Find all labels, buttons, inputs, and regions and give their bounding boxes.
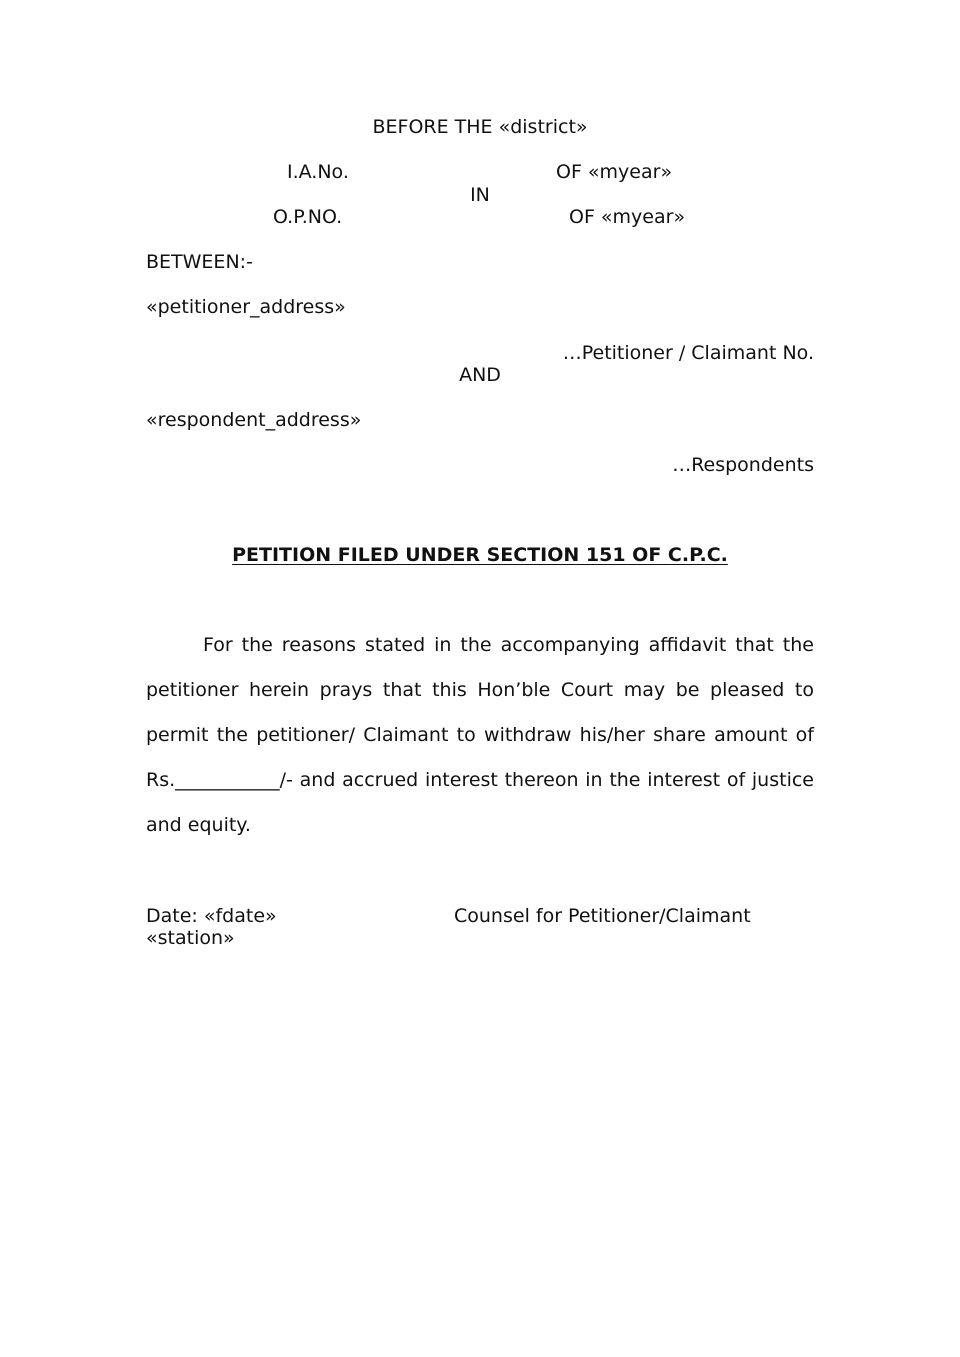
date-line: Date: «fdate» [146,905,277,927]
respondent-role: …Respondents [672,454,814,476]
station-line: «station» [146,927,235,949]
petition-body-text: For the reasons stated in the accompanying affidavit that the petitioner herein prays that this Hon’ble Court may be pleased to permit the petitioner/ Claimant to withdraw his/her share amount of Rs.___________/- and accrued interest thereon in the interest of justice and equity. [146,634,814,836]
op-year: OF «myear» [569,206,686,228]
court-heading: BEFORE THE «district» [372,116,588,138]
op-number-label: O.P.NO. [273,206,343,228]
in-label: IN [470,184,490,206]
respondent-address: «respondent_address» [146,409,362,431]
and-label: AND [459,364,501,386]
petition-title: PETITION FILED UNDER SECTION 151 OF C.P.C. [232,544,728,566]
ia-year: OF «myear» [556,161,673,183]
counsel-signature-line: Counsel for Petitioner/Claimant [454,905,751,927]
ia-number-label: I.A.No. [287,161,349,183]
petitioner-address: «petitioner_address» [146,296,346,318]
between-label: BETWEEN:- [146,251,253,273]
petitioner-role: …Petitioner / Claimant No. [562,342,814,364]
petition-body [146,623,814,848]
